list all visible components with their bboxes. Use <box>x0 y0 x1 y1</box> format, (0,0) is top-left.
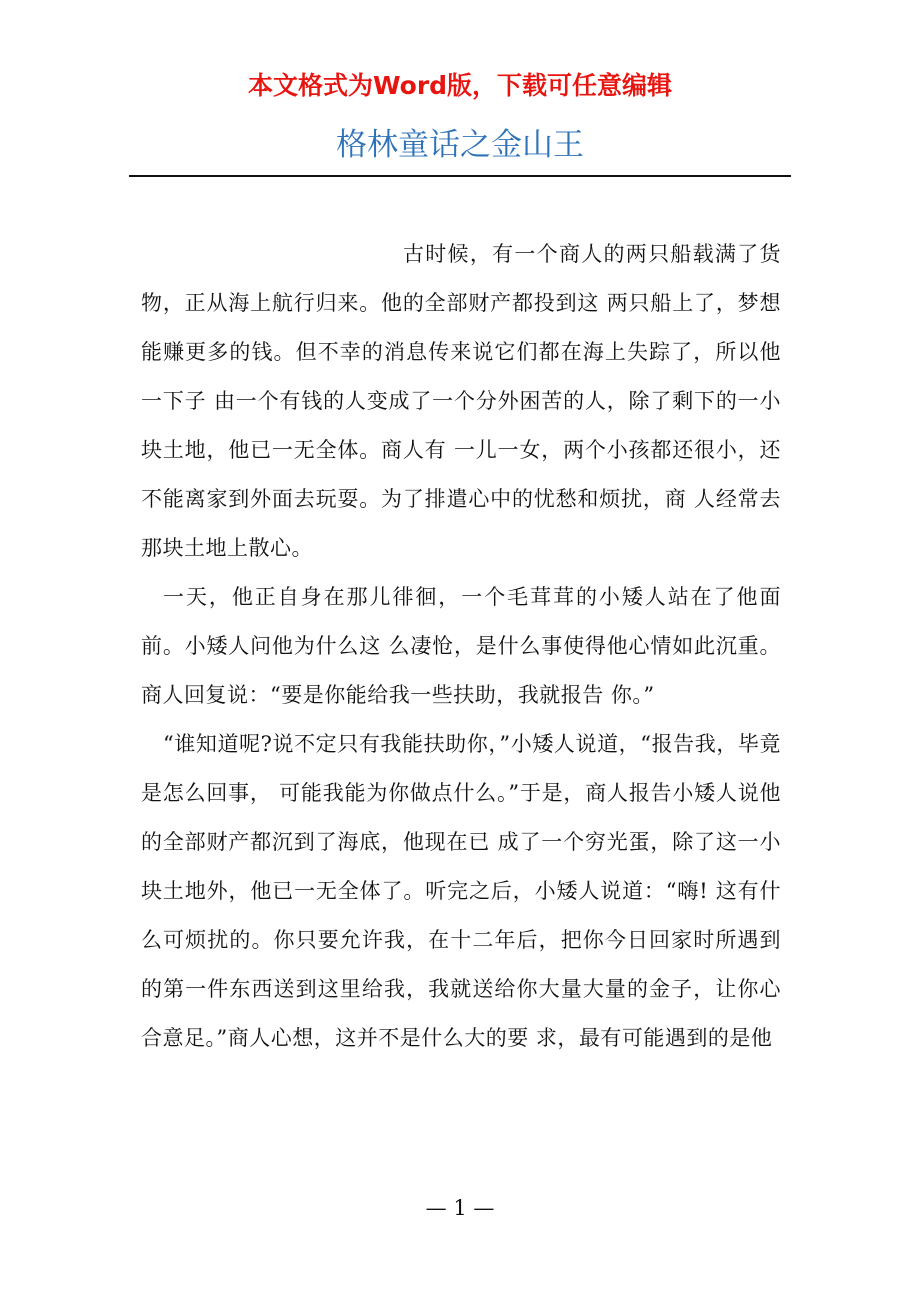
page-number: — 1 — <box>425 1196 495 1220</box>
format-notice-banner: 本文格式为Word版，下载可任意编辑 <box>247 71 673 100</box>
title-divider <box>129 175 791 177</box>
document-title: 格林童话之金山王 <box>336 127 584 163</box>
paragraph-3: “谁知道呢?说不定只有我能扶助你，”小矮人说道，“报告我，毕竟是怎么回事， 可能我能为你做点什么。”于是，商人报告小矮人说他的全部财产都沉到了海底，他现在已 成了一个穷光蛋，除了这一小块土地外，他已一无全体了。听完之后，小矮人说道：“嗨! 这有什么可烦扰的。你只要允许我，在十二年后，把你今日回家时所遇到的第一件东西送到这里给我，我就送给你大量大量的金子，让你心合意足。”商人心想，这并不是什么大的要 求，最有可能遇到的是他 <box>141 732 781 1050</box>
paragraph-2: 一天，他正自身在那儿徘徊，一个毛茸茸的小矮人站在了他面前。小矮人问他为什么这 么凄怆，是什么事使得他心情如此沉重。商人回复说：“要是你能给我一些扶助，我就报告 你。” <box>141 585 781 707</box>
paragraph-1: 古时候，有一个商人的两只船载满了货物，正从海上航行归来。他的全部财产都投到这 两只船上了，梦想能赚更多的钱。但不幸的消息传来说它们都在海上失踪了，所以他一下子 由一个有钱的人变成了一个分外困苦的人，除了剩下的一小块土地，他已一无全体。商人有 一儿一女，两个小孩都还很小，还不能离家到外面去玩耍。为了排遣心中的忧愁和烦扰，商 人经常去那块土地上散心。 <box>141 242 781 560</box>
story-body <box>141 230 781 1063</box>
